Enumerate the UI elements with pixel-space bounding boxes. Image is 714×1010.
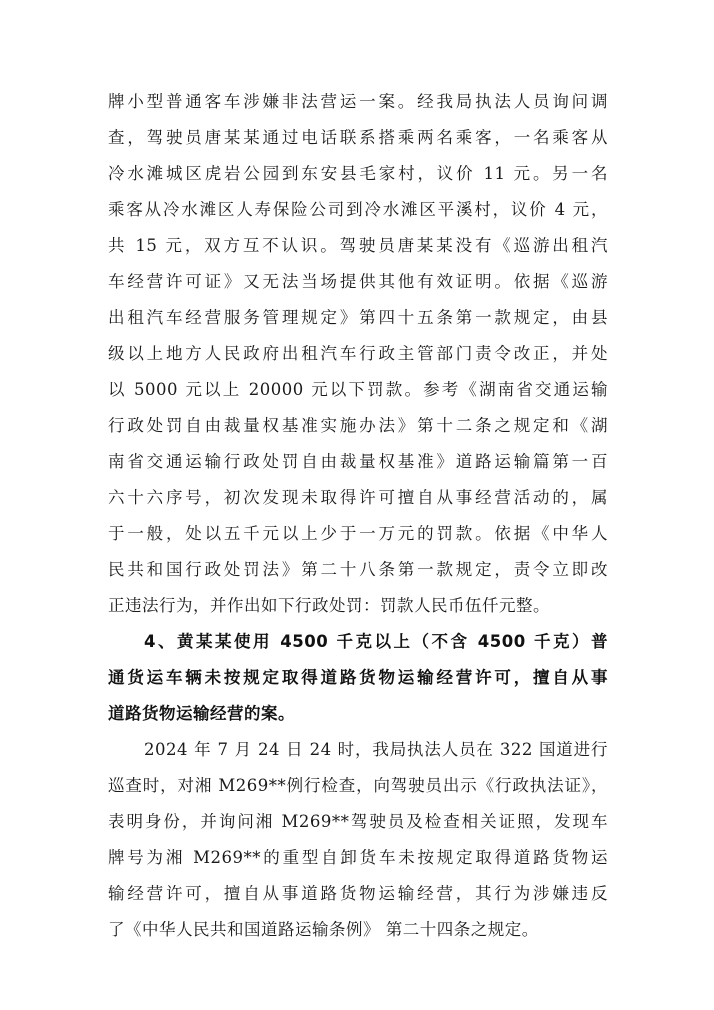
- text-line: 共 15 元，双方互不认识。驾驶员唐某某没有《巡游出租汽: [108, 236, 608, 255]
- document-body: [108, 84, 608, 948]
- text-line: 表明身份，并询问湘 M269**驾驶员及检查相关证照，发现车: [108, 812, 608, 831]
- text-line: 于一般，处以五千元以上少于一万元的罚款。依据《中华人: [108, 524, 608, 543]
- paragraph-case-4: [108, 732, 608, 948]
- text-line: 行政处罚自由裁量权基准实施办法》第十二条之规定和《湖: [108, 416, 608, 435]
- text-line: 牌号为湘 M269**的重型自卸货车未按规定取得道路货物运: [108, 848, 608, 867]
- text-line: 以 5000 元以上 20000 元以下罚款。参考《湖南省交通运输: [108, 380, 608, 399]
- text-line: 冷水滩城区虎岩公园到东安县毛家村，议价 11 元。另一名: [108, 164, 608, 183]
- text-line: 牌小型普通客车涉嫌非法营运一案。经我局执法人员询问调: [108, 92, 608, 111]
- case-heading-4: [108, 624, 608, 732]
- text-line: 乘客从冷水滩区人寿保险公司到冷水滩区平溪村，议价 4 元，: [108, 200, 608, 219]
- text-line: 查，驾驶员唐某某通过电话联系搭乘两名乘客，一名乘客从: [108, 128, 608, 147]
- heading-line: 4、黄某某使用 4500 千克以上（不含 4500 千克）普: [144, 632, 608, 651]
- text-line: 南省交通运输行政处罚自由裁量权基准》道路运输篇第一百: [108, 452, 608, 471]
- text-line: 输经营许可，擅自从事道路货物运输经营，其行为涉嫌违反: [108, 884, 608, 903]
- text-line: 出租汽车经营服务管理规定》第四十五条第一款规定，由县: [108, 308, 608, 327]
- heading-line: 道路货物运输经营的案。: [108, 704, 295, 723]
- text-line: 民共和国行政处罚法》第二十八条第一款规定，责令立即改: [108, 560, 608, 579]
- text-line: 级以上地方人民政府出租汽车行政主管部门责令改正，并处: [108, 344, 608, 363]
- paragraph-case-3-continued: [108, 84, 608, 624]
- text-line: 巡查时，对湘 M269**例行检查，向驾驶员出示《行政执法证》，: [108, 776, 608, 795]
- text-line: 2024 年 7 月 24 日 24 时，我局执法人员在 322 国道进行: [144, 740, 608, 759]
- text-line: 六十六序号，初次发现未取得许可擅自从事经营活动的，属: [108, 488, 608, 507]
- text-line: 了《中华人民共和国道路运输条例》 第二十四条之规定。: [108, 920, 539, 939]
- text-line: 正违法行为，并作出如下行政处罚：罚款人民币伍仟元整。: [108, 596, 550, 615]
- heading-line: 通货运车辆未按规定取得道路货物运输经营许可，擅自从事: [108, 668, 608, 687]
- text-line: 车经营许可证》又无法当场提供其他有效证明。依据《巡游: [108, 272, 608, 291]
